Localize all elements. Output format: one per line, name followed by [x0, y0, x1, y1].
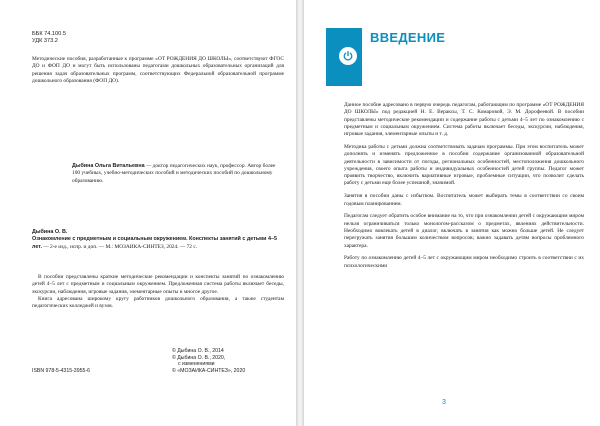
biblio-details: — 2-е изд., испр. и доп. — М.: МОЗАИКА-СИНТЕЗ, 2024. — 72 с. [41, 243, 198, 250]
left-page [0, 0, 296, 426]
bibliographic-record [32, 229, 284, 251]
isbn: ISBN 978-5-4315-3955-6 [32, 368, 90, 374]
copyright-line: © Дыбина О. В., 2014 [172, 348, 224, 354]
udk-code: УДК 373.2 [32, 38, 58, 44]
body-paragraph: Педагогам следует обратить особое внимание на то, что при ознакомлении детей с окружающим миром нельзя ограничиваться только монологом-рассказом о предметах, явлениях действительности. Необходимо вовлекать детей в диалог, включать в занятия как можно больше детей. Не следует перегружать занятия большим количеством вопросов; важно задавать детям вопросы проблемного характера. [344, 213, 584, 249]
body-paragraph: Работу по ознакомлению детей 4–5 лет с окружающим миром необходимо строить в соответствии с их психологическими [344, 255, 584, 269]
annotation-paragraph: Книга адресована широкому кругу работников дошкольного образования, а также студентам педагогических колледжей и вузов. [32, 295, 284, 310]
bbk-code: ББК 74.100.5 [32, 31, 66, 37]
series-note: Методические пособия, разработанные к программе «ОТ РОЖДЕНИЯ ДО ШКОЛЫ», соответствуют ФГОС ДО и ФОП ДО и могут быть использованы педагогами дошкольных образовательных организаций для решения задач образовательных программ, соответствующих Федеральной образовательной программе дошкольного образования (ФОП ДО). [32, 56, 284, 84]
chapter-heading: ВВЕДЕНИЕ [370, 30, 446, 45]
author-bio [72, 163, 284, 185]
biblio-author: Дыбина О. В. [32, 229, 68, 235]
biblio-title: Ознакомление с предметным и социальным окружением. Конспекты занятий с детьми 4–5 лет. [32, 236, 277, 250]
copyright-line: © Дыбина О. В., 2020, [172, 354, 226, 361]
body-paragraph: Методика работы с детьми должна соответствовать задачам программы. При этом воспитатель может дополнять и изменять предложенное в пособии содержание организованной образовательной деятельности в зависимости от погоды, региональных особенностей, местоположения дошкольного учреждения, своего опыта работы и индивидуальных особенностей детей группы. Педагог может проявить творчество, включить вариативные игровые, проблемные ситуации, что позволит сделать работу с детьми еще более успешной, значимой. [344, 143, 584, 187]
copyright-line: © «МОЗАИКА-СИНТЕЗ», 2020 [172, 367, 246, 374]
body-paragraph: Занятия в пособии даны с избытком. Воспитатель может выбирать темы в соответствии со своим годовым планированием. [344, 193, 584, 207]
book-gutter [296, 0, 304, 426]
author-name: Дыбина Ольга Витальевна [72, 163, 145, 169]
copyright-line: с изменениями [178, 361, 215, 367]
annotation [32, 274, 284, 310]
page-number: 3 [442, 399, 446, 406]
power-icon [339, 47, 357, 65]
body-paragraph: Данное пособие адресовано в первую очередь педагогам, работающим по программе «ОТ РОЖДЕНИЯ ДО ШКОЛЫ» под редакцией Н. Е. Вераксы, Т. С. Комаровой, Э. М. Дорофеевой. В пособии представлены методические рекомендации и содержание работы с детьми 4–5 лет по ознакомлению с предметным и социальным окружением. Система работы включает беседы, экскурсии, наблюдения, игровые задания, элементарные опыты и т. д. [344, 102, 584, 138]
author-description: — доктор педагогических наук, профессор. Автор более 100 учебных, учебно-методических пособий и методических пособий по дошкольному образованию. [72, 163, 276, 184]
copyright-block [172, 348, 292, 374]
introduction-text [344, 102, 584, 275]
annotation-paragraph: В пособии представлены краткие методические рекомендации и конспекты занятий по ознакомлению детей 4–5 лет с предметным и социальным окружением. Предложенная система работы включает беседы, экскурсии, наблюдения, игровые задания, элементарные опыты и многое другое. [32, 274, 284, 295]
classification-codes [32, 31, 66, 45]
